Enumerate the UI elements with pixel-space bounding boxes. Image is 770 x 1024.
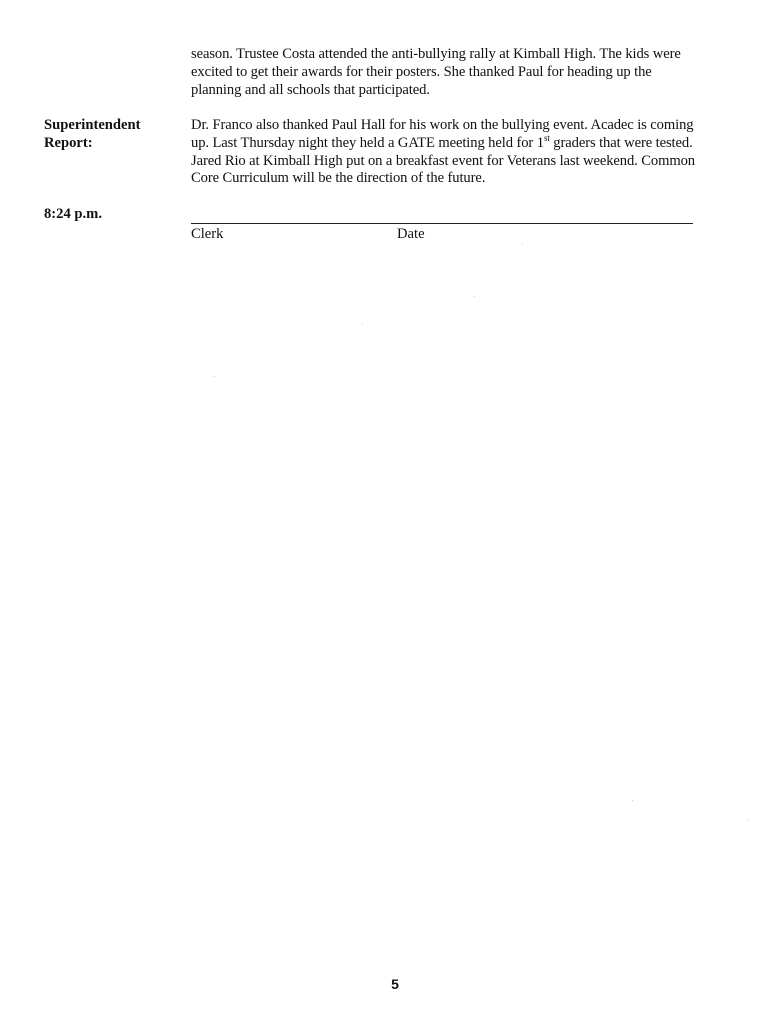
page-number: 5 [391, 976, 399, 992]
scan-speck [632, 800, 633, 801]
report-text-part-1: Dr. Franco also thanked Paul Hall for his work on the bullying event. Acadec is coming up. Last Thursday night they held a GATE meeting held for 1 [191, 117, 694, 151]
scan-speck [748, 820, 749, 821]
ordinal-suffix: st [543, 132, 550, 143]
signature-line [191, 223, 693, 224]
scan-speck [362, 323, 363, 324]
scan-speck [522, 243, 523, 244]
report-text-part-2: graders that were tested. Jared Rio at Kimball High put on a breakfast event for Veterans last weekend. Common Core Curriculum will be the direction of the future. [191, 134, 696, 187]
superintendent-report-label: Superintendent Report: [44, 117, 141, 151]
continued-paragraph: season. Trustee Costa attended the anti-bullying rally at Kimball High. The kids were excited to get their awards for their posters. She thanked Paul for heading up the planning and all schools that participated. [191, 46, 681, 98]
scan-speck [214, 376, 215, 377]
superintendent-report-text [191, 117, 696, 188]
date-label: Date [397, 226, 425, 242]
scan-speck [474, 296, 475, 297]
adjournment-time: 8:24 p.m. [44, 206, 102, 222]
clerk-label: Clerk [191, 226, 224, 242]
